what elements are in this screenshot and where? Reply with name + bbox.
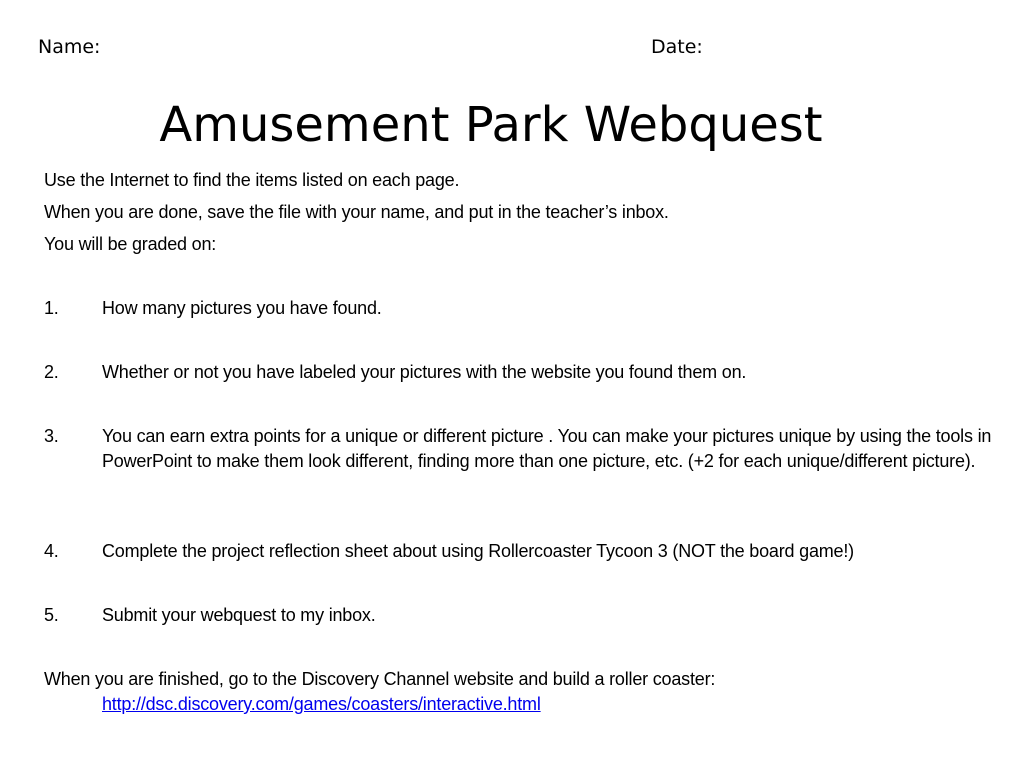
list-item bbox=[44, 539, 994, 564]
discovery-link[interactable]: http://dsc.discovery.com/games/coasters/interactive.html bbox=[102, 694, 541, 714]
list-item-text: How many pictures you have found. bbox=[102, 298, 382, 318]
page-title: Amusement Park Webquest bbox=[159, 97, 823, 153]
closing-link-line bbox=[102, 692, 994, 717]
list-item bbox=[44, 424, 994, 474]
closing-text: When you are finished, go to the Discovery Channel website and build a roller coaster: bbox=[44, 669, 716, 689]
intro-line-1: Use the Internet to find the items listed on each page. bbox=[44, 170, 460, 190]
list-item-number: 2. bbox=[44, 362, 59, 382]
list-item-text: You can earn extra points for a unique or different picture . You can make your pictures unique by using the tools in PowerPoint to make them look different, finding more than one picture, etc. (+2 for each unique/different picture). bbox=[102, 426, 992, 471]
list-item-number: 3. bbox=[44, 426, 59, 446]
list-item-text: Submit your webquest to my inbox. bbox=[102, 605, 376, 625]
list-item bbox=[44, 360, 994, 385]
list-item bbox=[44, 296, 994, 321]
list-item-text: Whether or not you have labeled your pictures with the website you found them on. bbox=[102, 362, 747, 382]
closing-paragraph bbox=[44, 667, 994, 717]
list-item-text: Complete the project reflection sheet about using Rollercoaster Tycoon 3 (NOT the board game!) bbox=[102, 541, 854, 561]
intro-line-2: When you are done, save the file with your name, and put in the teacher’s inbox. bbox=[44, 202, 669, 222]
list-item-number: 1. bbox=[44, 298, 59, 318]
intro-line-3: You will be graded on: bbox=[44, 234, 217, 254]
list-item-number: 4. bbox=[44, 541, 59, 561]
list-item-number: 5. bbox=[44, 605, 59, 625]
date-label: Date: bbox=[651, 36, 703, 58]
list-item bbox=[44, 603, 994, 628]
name-label: Name: bbox=[38, 36, 101, 58]
